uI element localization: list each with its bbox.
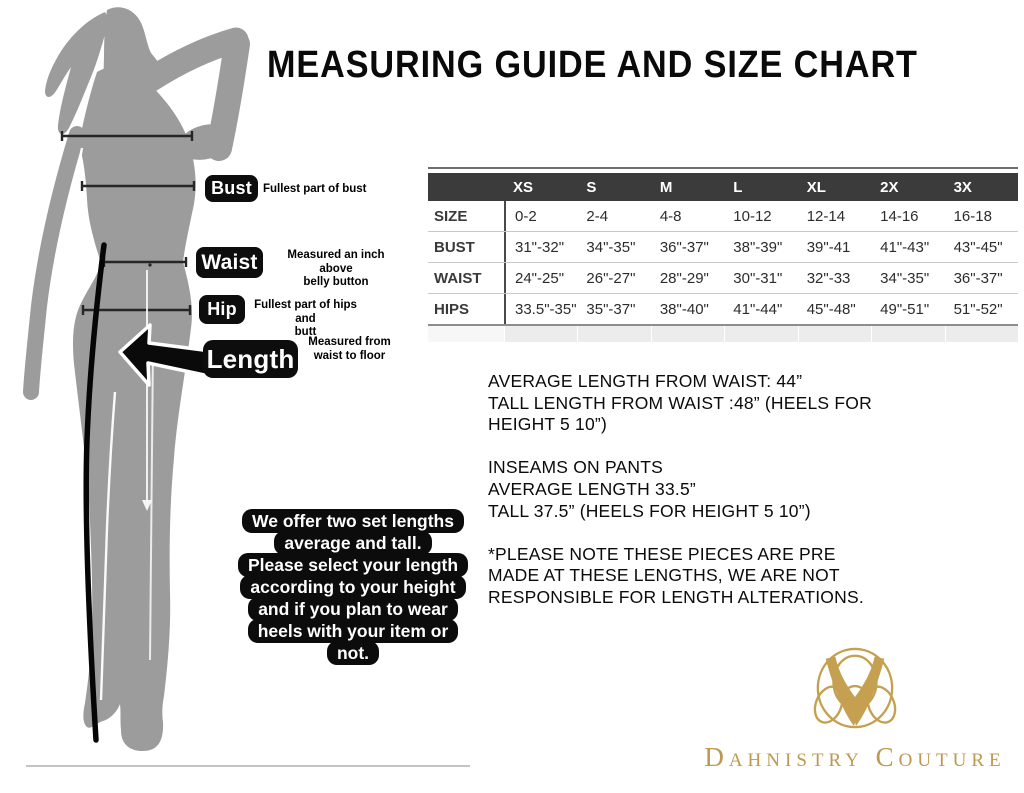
waist-label: Waist (201, 250, 258, 274)
table-cell: 10-12 (733, 207, 772, 225)
row-label: SIZE (434, 207, 468, 225)
desc-line: Measured from (308, 336, 391, 348)
table-cell: 0-2 (504, 201, 577, 231)
table-cell: 28"-29" (659, 269, 709, 287)
table-cell: 33.5"-35" (504, 294, 577, 324)
table-cell: 2-4 (586, 207, 609, 225)
size-chart-table (428, 167, 1018, 342)
note-line (488, 522, 872, 544)
notice-line: according to your height (240, 575, 465, 599)
column-header: S (586, 178, 597, 196)
table-top-border (428, 167, 1018, 169)
waist-description (270, 249, 402, 290)
column-header: XS (513, 178, 534, 196)
table-cell: 32"-33 (806, 269, 851, 287)
desc-line: belly button (303, 276, 369, 288)
table-cell: 24"-25" (504, 263, 577, 293)
notice-line: Please select your length (238, 553, 468, 577)
row-label: HIPS (434, 300, 470, 318)
size-chart-header-row (428, 173, 1018, 201)
table-cell: 4-8 (659, 207, 682, 225)
table-cell: 41"-44" (733, 300, 783, 318)
table-row (428, 263, 1018, 294)
notice-line: We offer two set lengths (242, 509, 464, 533)
column-header: 2X (880, 178, 899, 196)
notice-line: average and tall. (274, 531, 431, 555)
table-cell: 35"-37" (586, 300, 636, 318)
bust-description (263, 183, 378, 197)
table-cell: 34"-35" (586, 238, 636, 256)
notice-line: heels with your item or (248, 619, 459, 643)
notice-line: and if you plan to wear (248, 597, 458, 621)
column-header: L (733, 178, 743, 196)
column-header: M (659, 178, 673, 196)
hip-label-pill (199, 295, 245, 324)
page-title: MEASURING GUIDE AND SIZE CHART (267, 44, 918, 86)
table-cell: 31"-32" (504, 232, 577, 262)
desc-line: butt (294, 326, 317, 338)
table-row (428, 232, 1018, 263)
table-cell: 43"-45" (953, 238, 1003, 256)
note-line: RESPONSIBLE FOR LENGTH ALTERATIONS. (488, 586, 864, 607)
bottom-divider (26, 765, 470, 767)
note-line: AVERAGE LENGTH 33.5” (488, 478, 696, 499)
table-cell: 36"-37" (953, 269, 1003, 287)
length-description (302, 336, 397, 363)
table-cell: 14-16 (880, 207, 919, 225)
table-cell: 16-18 (953, 207, 992, 225)
note-line: *PLEASE NOTE THESE PIECES ARE PRE (488, 543, 836, 564)
table-cell: 41"-43" (880, 238, 930, 256)
bust-label: Bust (211, 178, 252, 198)
length-label: Length (206, 343, 295, 374)
table-row (428, 201, 1018, 232)
table-cell: 36"-37" (659, 238, 709, 256)
note-line: TALL LENGTH FROM WAIST :48” (HEELS FOR (488, 392, 872, 413)
hip-description (243, 299, 368, 340)
table-cell: 51"-52" (953, 300, 1003, 318)
hip-label: Hip (207, 299, 237, 319)
bust-label-pill (205, 175, 258, 202)
table-cell: 38"-40" (659, 300, 709, 318)
silhouette-left-arm (31, 134, 77, 392)
row-label: WAIST (434, 269, 482, 287)
column-header: 3X (953, 178, 972, 196)
table-cell: 45"-48" (806, 300, 856, 318)
table-cell: 26"-27" (586, 269, 636, 287)
length-label-pill (203, 340, 298, 378)
notice-line: not. (327, 641, 379, 665)
table-cell: 12-14 (806, 207, 846, 225)
note-line: MADE AT THESE LENGTHS, WE ARE NOT (488, 565, 840, 586)
column-header: XL (806, 178, 826, 196)
size-chart-body (428, 201, 1018, 326)
note-line: TALL 37.5” (HEELS FOR HEIGHT 5 10”) (488, 500, 811, 521)
row-label: BUST (434, 238, 475, 256)
silhouette-body (31, 7, 237, 751)
note-line: INSEAMS ON PANTS (488, 457, 663, 478)
brand-monogram-icon (791, 645, 919, 733)
length-notes (488, 371, 872, 609)
table-footer-strip (428, 326, 1018, 342)
desc-line: Fullest part of bust (263, 183, 367, 195)
brand-name: Dahnistry Couture (704, 742, 1006, 772)
table-cell: 30"-31" (733, 269, 783, 287)
desc-line: Measured an inch above (287, 249, 385, 275)
length-selection-notice (238, 511, 468, 665)
note-line: AVERAGE LENGTH FROM WAIST: 44” (488, 371, 803, 391)
table-cell: 39"-41 (806, 238, 851, 256)
waist-label-pill (196, 247, 263, 278)
table-cell: 38"-39" (733, 238, 783, 256)
table-row (428, 294, 1018, 326)
note-line: HEIGHT 5 10”) (488, 414, 607, 435)
table-cell: 34"-35" (880, 269, 930, 287)
female-silhouette-figure (0, 0, 262, 780)
note-line (488, 436, 872, 458)
desc-line: waist to floor (313, 349, 386, 362)
brand-logo (688, 645, 1022, 773)
table-cell: 49"-51" (880, 300, 930, 318)
desc-line: Fullest part of hips and (254, 299, 357, 325)
